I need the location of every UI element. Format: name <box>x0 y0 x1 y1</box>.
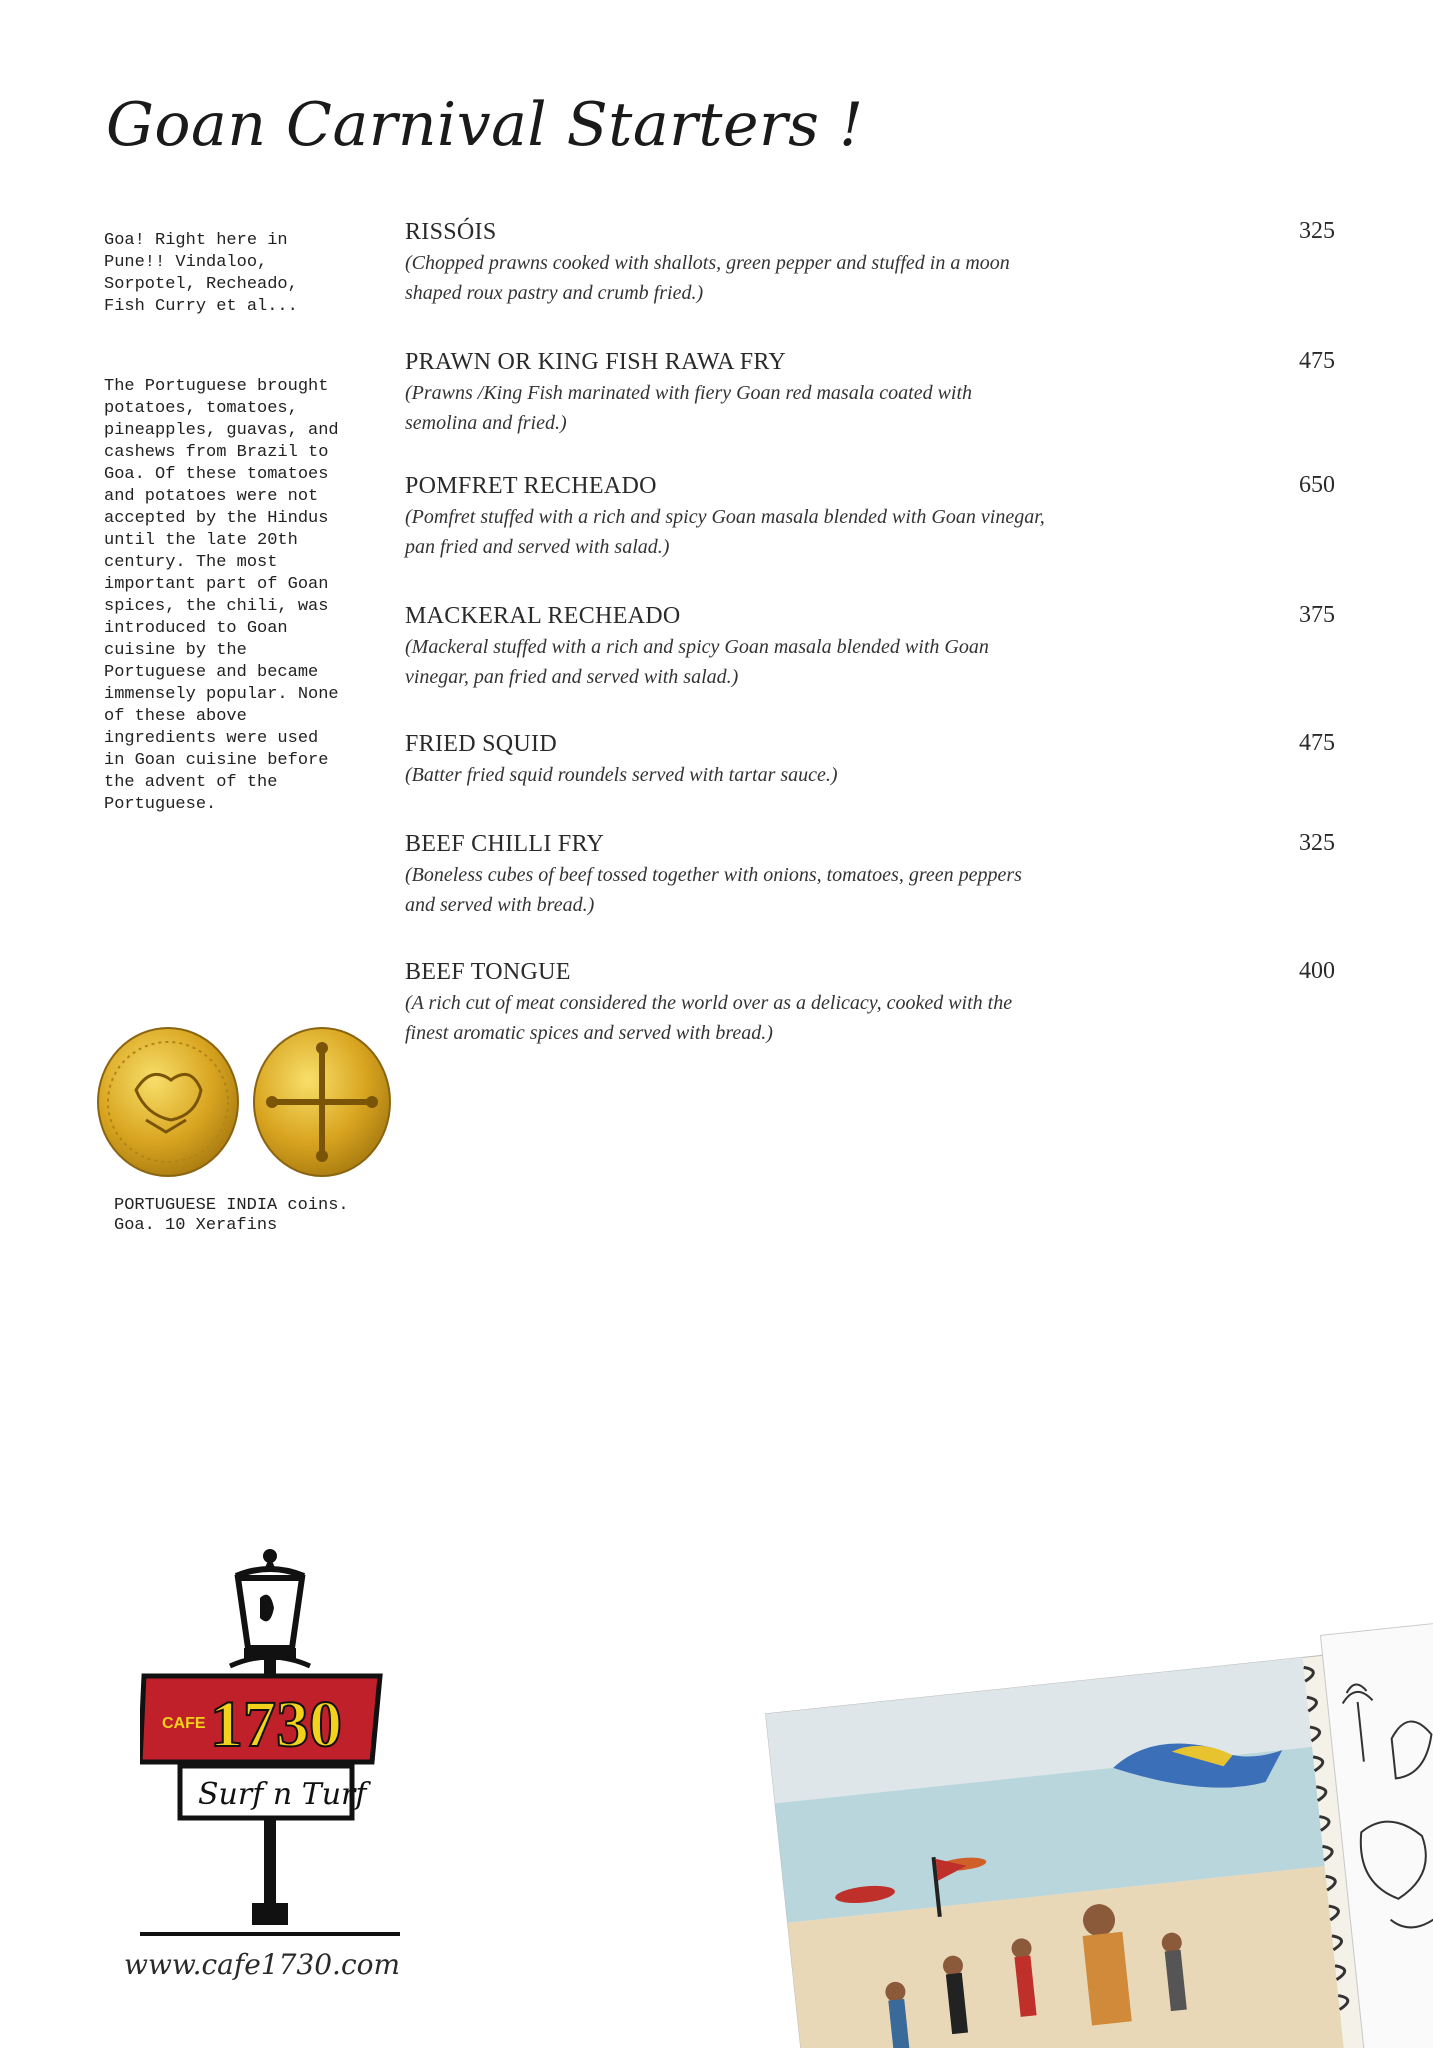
item-price: 475 <box>1299 348 1335 374</box>
menu-item <box>405 958 1335 1048</box>
item-price: 375 <box>1299 602 1335 628</box>
item-description: (A rich cut of meat considered the world over as a delicacy, cooked with the finest aromatic spices and served with bread.) <box>405 992 1013 1044</box>
item-price: 325 <box>1299 830 1335 856</box>
logo-number-text: 1730 <box>210 1688 342 1761</box>
item-name: POMFRET RECHEADO <box>405 473 657 499</box>
menu-item <box>405 348 1335 438</box>
website-link[interactable]: www.cafe1730.com <box>124 1948 401 1981</box>
item-price: 475 <box>1299 730 1335 756</box>
logo-sign <box>140 1676 380 1818</box>
coin-front-icon <box>98 1028 238 1176</box>
page-title: Goan Carnival Starters ! <box>106 90 864 160</box>
item-price: 650 <box>1299 472 1335 498</box>
intro-note: Goa! Right here in Pune!! Vindaloo, Sorpotel, Recheado, Fish Curry et al... <box>104 231 298 316</box>
item-name: MACKERAL RECHEADO <box>405 603 681 629</box>
item-name: FRIED SQUID <box>405 731 557 757</box>
item-name: RISSÓIS <box>405 219 497 245</box>
logo-cafe-text: CAFE <box>162 1715 206 1732</box>
item-description: (Pomfret stuffed with a rich and spicy Goan masala blended with Goan vinegar, pan fried and served with salad.) <box>405 506 1045 558</box>
portuguese-coins-image <box>96 1020 396 1180</box>
menu-item <box>405 830 1335 920</box>
cafe-1730-logo <box>140 1548 400 1948</box>
item-name: BEEF TONGUE <box>405 959 571 985</box>
history-note: The Portuguese brought potatoes, tomatoes, pineapples, guavas, and cashews from Brazil to Goa. Of these tomatoes and potatoes were not accepted by the Hindus until the late 20th century. The most important part of Goan spices, the chili, was introduced to Goan cuisine by the Portuguese and became immensely popular. None of these above ingredients were used in Goan cuisine before the advent of the Portuguese. <box>104 377 339 814</box>
item-description: (Chopped prawns cooked with shallots, green pepper and stuffed in a moon shaped roux pastry and crumb fried.) <box>405 252 1010 304</box>
item-description: (Mackeral stuffed with a rich and spicy Goan masala blended with Goan vinegar, pan fried and served with salad.) <box>405 636 989 688</box>
item-price: 400 <box>1299 958 1335 984</box>
item-description: (Prawns /King Fish marinated with fiery Goan red masala coated with semolina and fried.) <box>405 382 973 434</box>
menu-item <box>405 472 1335 562</box>
item-description: (Batter fried squid roundels served with tartar sauce.) <box>405 764 838 786</box>
beach-sketch-image <box>760 1620 1433 2048</box>
menu-item <box>405 730 1335 790</box>
item-name: BEEF CHILLI FRY <box>405 831 605 857</box>
coin-cross-icon <box>254 1028 390 1176</box>
item-description: (Boneless cubes of beef tossed together with onions, tomatoes, green peppers and served with bread.) <box>405 864 1022 916</box>
item-price: 325 <box>1299 218 1335 244</box>
coin-caption: PORTUGUESE INDIA coins. Goa. 10 Xerafins <box>114 1196 349 1235</box>
item-name: PRAWN OR KING FISH RAWA FRY <box>405 349 786 375</box>
menu-item <box>405 218 1335 308</box>
logo-tagline-text: Surf n Turf <box>198 1777 367 1812</box>
menu-item <box>405 602 1335 692</box>
